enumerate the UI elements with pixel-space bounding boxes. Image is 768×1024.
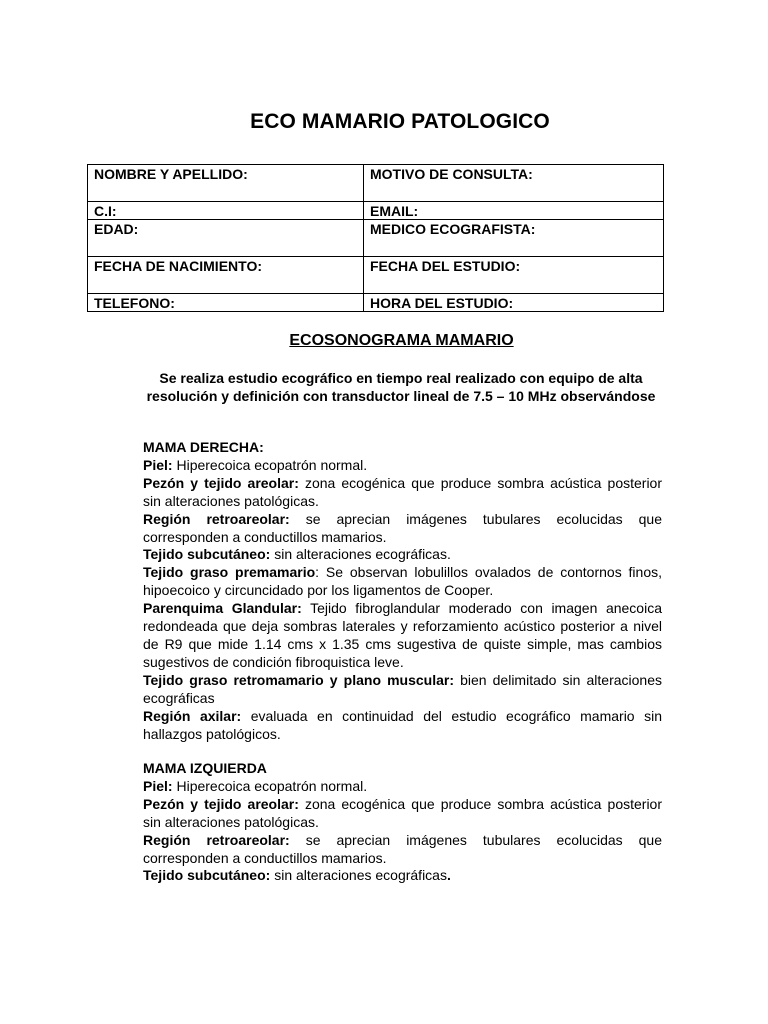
document-title: ECO MAMARIO PATOLOGICO (250, 110, 550, 133)
finding-retroareolar (143, 832, 662, 868)
field-fecha-nacimiento: FECHA DE NACIMIENTO: (88, 257, 364, 294)
finding-text: Tejido fibroglandular moderado con imagen anecoica redondeada que deja sombras laterales y reforzamiento acústico posterior a nivel de R9 que mide 1.14 cms x 1.35 cms sugestiva de quiste simple, mas cambios sugestivos de condición fibroquistica leve. (143, 600, 662, 670)
finding-text: sin alteraciones ecográficas (270, 867, 447, 884)
finding-retromamario (143, 672, 662, 708)
finding-label: Región axilar: (143, 707, 242, 724)
finding-label: Región retroareolar: (143, 831, 290, 848)
finding-label: Región retroareolar: (143, 510, 290, 527)
finding-label: Pezón y tejido areolar: (143, 474, 299, 491)
finding-label: Tejido graso retromamario y plano muscular: (143, 671, 454, 688)
finding-pezon (143, 796, 662, 832)
field-hora-estudio: HORA DEL ESTUDIO: (364, 294, 664, 312)
finding-subcutaneo (143, 867, 662, 885)
finding-label: Tejido subcutáneo: (143, 546, 271, 563)
finding-text: bien delimitado sin alteraciones ecográficas (143, 671, 662, 706)
finding-pezon (143, 475, 662, 511)
finding-text: sin alteraciones ecográficas. (270, 546, 451, 563)
finding-label: Parenquima Glandular: (143, 600, 302, 617)
field-fecha-estudio: FECHA DEL ESTUDIO: (364, 257, 664, 294)
field-medico-ecografista: MEDICO ECOGRAFISTA: (364, 220, 664, 257)
table-row (88, 257, 664, 294)
table-row (88, 294, 664, 312)
right-breast-section (143, 439, 662, 743)
field-telefono: TELEFONO: (88, 294, 364, 312)
finding-retroareolar (143, 511, 662, 547)
field-edad: EDAD: (88, 220, 364, 257)
finding-text: zona ecogénica que produce sombra acústica posterior sin alteraciones patológicas. (143, 795, 663, 830)
finding-text: se aprecian imágenes tubulares ecolucidas que corresponden a conductillos mamarios. (143, 510, 662, 545)
field-motivo-consulta: MOTIVO DE CONSULTA: (364, 165, 664, 202)
field-email: EMAIL: (364, 202, 664, 220)
left-breast-heading: MAMA IZQUIERDA (143, 760, 267, 776)
finding-piel (143, 457, 662, 475)
finding-label: Tejido graso premamario (143, 564, 316, 581)
finding-text: se aprecian imágenes tubulares ecolucidas que corresponden a conductillos mamarios. (143, 831, 662, 866)
left-breast-section (143, 760, 662, 885)
finding-label: Tejido subcutáneo: (143, 867, 271, 884)
finding-premamario (143, 564, 662, 600)
finding-text: Hiperecoica ecopatrón normal. (172, 456, 368, 473)
finding-label: Pezón y tejido areolar: (143, 795, 299, 812)
intro-paragraph: Se realiza estudio ecográfico en tiempo real realizado con equipo de alta resolución y definición con transductor lineal de 7.5 – 10 MHz observándose (146, 370, 656, 404)
finding-piel (143, 778, 662, 796)
finding-label: Piel: (143, 777, 173, 794)
finding-text: Hiperecoica ecopatrón normal. (172, 777, 368, 794)
finding-parenquima (143, 600, 662, 672)
finding-label: Piel: (143, 456, 173, 473)
finding-axilar (143, 708, 662, 744)
finding-end-mark: . (446, 867, 451, 884)
table-row (88, 220, 664, 257)
field-nombre-apellido: NOMBRE Y APELLIDO: (88, 165, 364, 202)
finding-text: evaluada en continuidad del estudio ecográfico mamario sin hallazgos patológicos. (143, 707, 662, 742)
finding-text: zona ecogénica que produce sombra acústica posterior sin alteraciones patológicas. (143, 474, 663, 509)
finding-text: : Se observan lobulillos ovalados de contornos finos, hipoecoico y circuncidado por los ligamentos de Cooper. (143, 564, 663, 599)
field-ci: C.I: (88, 202, 364, 220)
right-breast-heading: MAMA DERECHA: (143, 439, 264, 455)
table-row (88, 202, 664, 220)
patient-info-table (87, 164, 664, 312)
finding-subcutaneo (143, 546, 662, 564)
table-row (88, 165, 664, 202)
section-title: ECOSONOGRAMA MAMARIO (289, 332, 514, 349)
